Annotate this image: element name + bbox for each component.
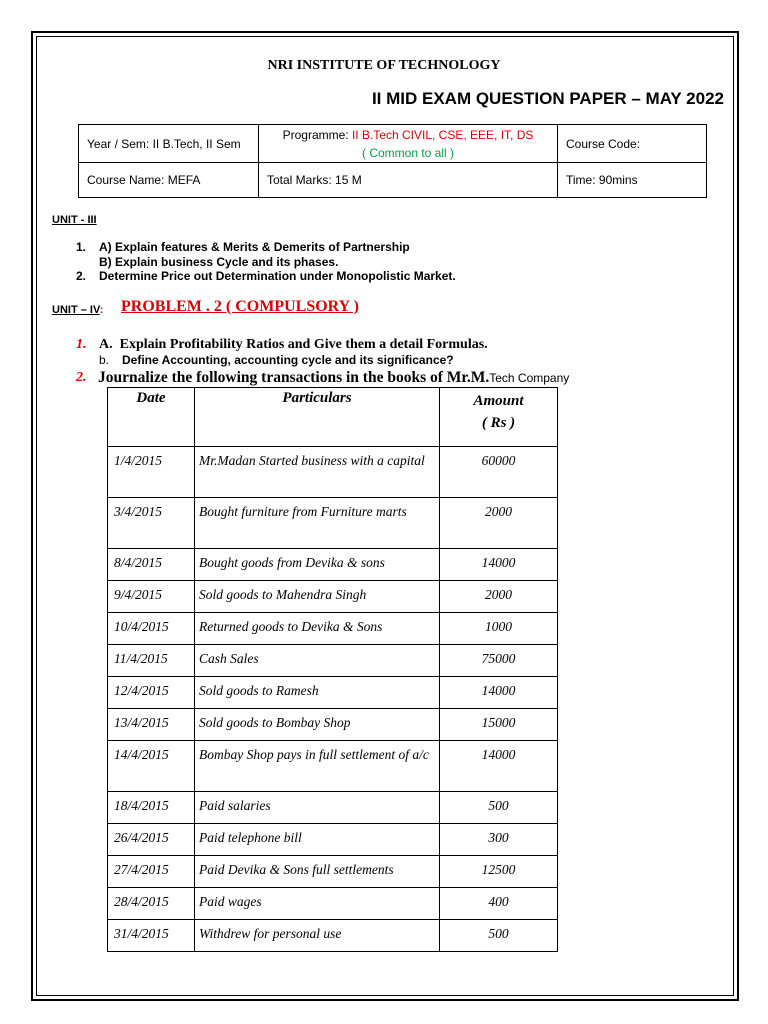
row-amount: 1000: [440, 613, 558, 645]
row-date: 27/4/2015: [108, 856, 195, 888]
course-code-cell: Course Code:: [558, 125, 707, 163]
row-amount: 2000: [440, 498, 558, 549]
row-amount: 15000: [440, 709, 558, 741]
row-amount: 2000: [440, 581, 558, 613]
journal-row: [108, 709, 558, 741]
particulars-header: Particulars: [195, 388, 440, 447]
exam-title: II MID EXAM QUESTION PAPER – MAY 2022: [371, 89, 724, 108]
row-amount: 60000: [440, 447, 558, 498]
journal-body: [108, 447, 558, 952]
row-date: 14/4/2015: [108, 741, 195, 792]
row-date: 26/4/2015: [108, 824, 195, 856]
row-date: 28/4/2015: [108, 888, 195, 920]
row-date: 12/4/2015: [108, 677, 195, 709]
unit-3-q1-number: 1.: [76, 240, 87, 254]
programme-note: ( Common to all ): [361, 145, 455, 160]
row-date: 1/4/2015: [108, 447, 195, 498]
journal-row: [108, 741, 558, 792]
journal-row: [108, 613, 558, 645]
row-amount: 14000: [440, 549, 558, 581]
row-amount: 75000: [440, 645, 558, 677]
row-particulars: Mr.Madan Started business with a capital: [195, 447, 440, 498]
row-particulars: Bought goods from Devika & sons: [195, 549, 440, 581]
row-particulars: Sold goods to Bombay Shop: [195, 709, 440, 741]
journal-row: [108, 581, 558, 613]
programme-cell: [259, 125, 558, 163]
row-date: 3/4/2015: [108, 498, 195, 549]
row-particulars: Paid Devika & Sons full settlements: [195, 856, 440, 888]
unit-4-q1b: Define Accounting, accounting cycle and its significance?: [122, 353, 454, 367]
time-cell: Time: 90mins: [558, 163, 707, 198]
unit-4-q1-number: 1.: [76, 337, 87, 352]
row-particulars: Returned goods to Devika & Sons: [195, 613, 440, 645]
row-date: 18/4/2015: [108, 792, 195, 824]
unit-3-q2-number: 2.: [76, 269, 87, 283]
unit-3-q1b: B) Explain business Cycle and its phases.: [99, 255, 339, 269]
row-amount: 14000: [440, 677, 558, 709]
journal-row: [108, 792, 558, 824]
unit-3-heading: UNIT - III: [52, 214, 97, 226]
date-header: Date: [108, 388, 195, 447]
journal-header-row: [108, 388, 558, 447]
course-name-cell: Course Name: MEFA: [79, 163, 259, 198]
row-amount: 12500: [440, 856, 558, 888]
institute-name: NRI INSTITUTE OF TECHNOLOGY: [267, 58, 501, 73]
unit-4-q2: Journalize the following transactions in the books of Mr.M.Tech Company: [98, 369, 570, 386]
journal-row: [108, 920, 558, 952]
unit-3-q2: Determine Price out Determination under Monopolistic Market.: [99, 269, 456, 283]
row-particulars: Withdrew for personal use: [195, 920, 440, 952]
unit-4-q2-number: 2.: [76, 370, 87, 385]
journal-row: [108, 856, 558, 888]
row-particulars: Cash Sales: [195, 645, 440, 677]
unit-4-q1a: A. Explain Profitability Ratios and Give them a detail Formulas.: [99, 337, 488, 352]
journal-row: [108, 824, 558, 856]
journal-row: [108, 447, 558, 498]
row-date: 31/4/2015: [108, 920, 195, 952]
unit-4-heading: UNIT – IV:: [52, 304, 104, 316]
row-particulars: Paid telephone bill: [195, 824, 440, 856]
year-sem-cell: Year / Sem: II B.Tech, II Sem: [79, 125, 259, 163]
programme-value: II B.Tech CIVIL, CSE, EEE, IT, DS: [351, 127, 534, 142]
total-marks-cell: Total Marks: 15 M: [259, 163, 558, 198]
exam-info-table: [78, 124, 707, 198]
journal-row: [108, 677, 558, 709]
journal-row: [108, 498, 558, 549]
amount-header: Amount ( Rs ): [440, 388, 558, 447]
row-amount: 300: [440, 824, 558, 856]
row-date: 10/4/2015: [108, 613, 195, 645]
row-amount: 14000: [440, 741, 558, 792]
journal-row: [108, 549, 558, 581]
row-particulars: Bought furniture from Furniture marts: [195, 498, 440, 549]
journal-table: [107, 387, 558, 952]
row-amount: 500: [440, 920, 558, 952]
problem-heading: PROBLEM . 2 ( COMPULSORY ): [121, 298, 359, 315]
row-particulars: Sold goods to Ramesh: [195, 677, 440, 709]
row-amount: 400: [440, 888, 558, 920]
row-particulars: Paid wages: [195, 888, 440, 920]
row-date: 9/4/2015: [108, 581, 195, 613]
row-amount: 500: [440, 792, 558, 824]
row-particulars: Sold goods to Mahendra Singh: [195, 581, 440, 613]
unit-3-q1a: A) Explain features & Merits & Demerits of Partnership: [99, 240, 410, 254]
row-date: 8/4/2015: [108, 549, 195, 581]
unit-4-q1b-letter: b.: [99, 353, 110, 367]
programme-label: Programme:: [282, 127, 352, 142]
row-date: 11/4/2015: [108, 645, 195, 677]
row-particulars: Bombay Shop pays in full settlement of a/c: [195, 741, 440, 792]
row-particulars: Paid salaries: [195, 792, 440, 824]
journal-row: [108, 645, 558, 677]
row-date: 13/4/2015: [108, 709, 195, 741]
journal-row: [108, 888, 558, 920]
